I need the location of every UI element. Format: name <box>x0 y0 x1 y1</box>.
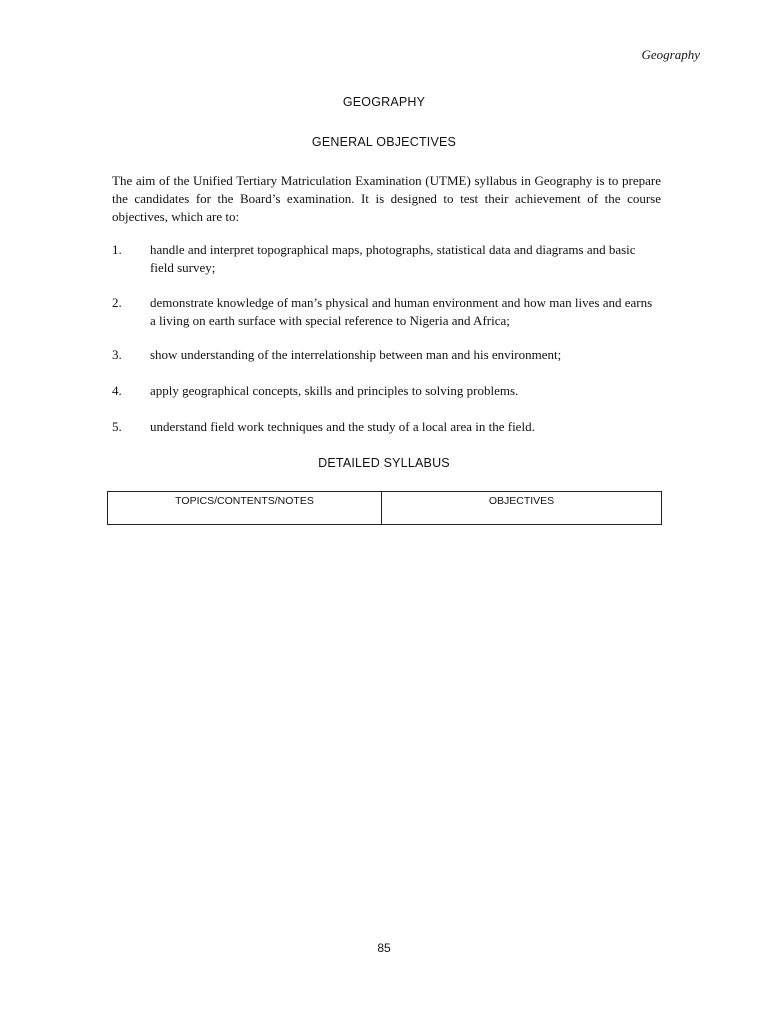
objective-number: 4. <box>112 383 122 398</box>
table-header-topics: TOPICS/CONTENTS/NOTES <box>108 492 382 525</box>
section-heading-detailed-syllabus: DETAILED SYLLABUS <box>318 456 450 470</box>
objective-number: 1. <box>112 242 122 257</box>
objective-item-4 <box>112 382 661 400</box>
document-title: GEOGRAPHY <box>342 95 426 109</box>
table-header-objectives: OBJECTIVES <box>382 492 662 525</box>
objective-item-2 <box>112 294 661 330</box>
objective-text: show understanding of the interrelationship between man and his environment; <box>150 347 562 362</box>
objective-number: 5. <box>112 419 122 434</box>
objective-text: apply geographical concepts, skills and principles to solving problems. <box>150 383 519 398</box>
objective-number: 2. <box>112 295 122 310</box>
table-header-row <box>108 492 662 525</box>
objective-number: 3. <box>112 347 122 362</box>
objective-item-3 <box>112 346 661 364</box>
objective-item-5 <box>112 418 661 436</box>
page-number: 85 <box>377 941 391 955</box>
objective-text: handle and interpret topographical maps, photographs, statistical data and diagrams and basic field survey; <box>150 242 636 275</box>
syllabus-table <box>107 491 662 525</box>
section-heading-general-objectives: GENERAL OBJECTIVES <box>311 135 457 149</box>
running-header: Geography <box>641 47 700 62</box>
intro-paragraph: The aim of the Unified Tertiary Matriculation Examination (UTME) syllabus in Geography is to prepare the candidates for the Board’s examination. It is designed to test their achievement of the course objectives, which are to: <box>112 173 661 224</box>
objective-text: demonstrate knowledge of man’s physical and human environment and how man lives and earns a living on earth surface with special reference to Nigeria and Africa; <box>150 295 653 328</box>
objective-item-1 <box>112 241 661 277</box>
objective-text: understand field work techniques and the study of a local area in the field. <box>150 419 535 434</box>
